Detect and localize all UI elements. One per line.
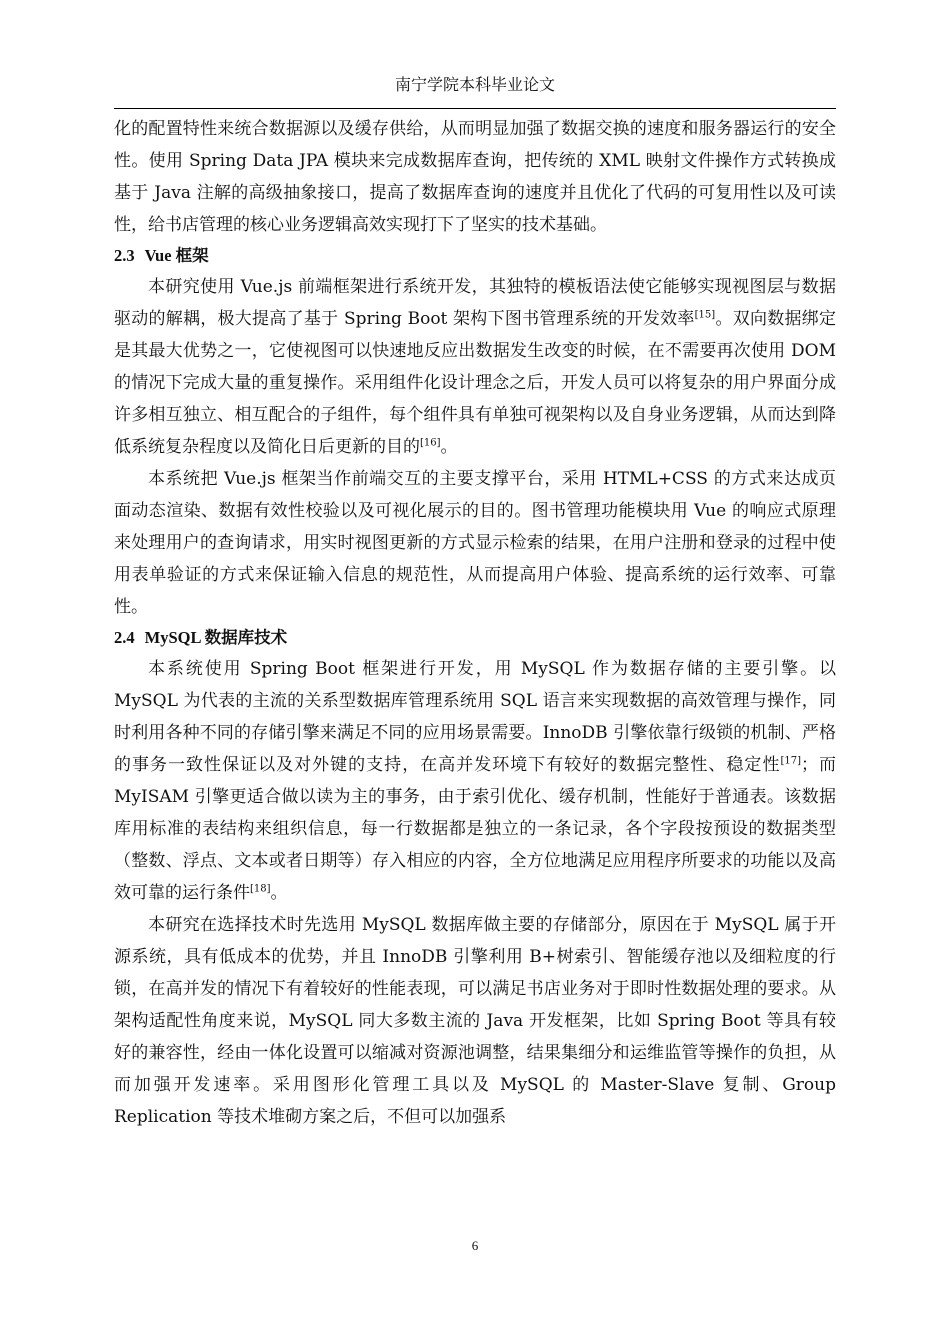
paragraph-text: 本研究使用 Vue.js 前端框架进行系统开发，其独特的模板语法使它能够实现视图层与数据驱动的解耦，极大提高了基于 Spring Boot 架构下图书管理系统的开发效率 [114, 277, 836, 329]
section-title: MySQL 数据库技术 [144, 628, 288, 647]
paragraph-text: 本系统使用 Spring Boot 框架进行开发，用 MySQL 作为数据存储的主要引擎。以 MySQL 为代表的主流的关系型数据库管理系统用 SQL 语言来实现数据的高效管理与操作，同时利用各种不同的存储引擎来满足不同的应用场景需要。InnoDB 引擎依靠行级锁的机制、严格的事务一致性保证以及对外键的支持，在高并发环境下有较好的数据完整性、稳定性 [114, 659, 836, 775]
paragraph-vue-intro [114, 271, 836, 463]
paragraph-text: ；而 MyISAM 引擎更适合做以读为主的事务，由于索引优化、缓存机制，性能好于普通表。该数据库用标准的表结构来组织信息，每一行数据都是独立的一条记录，各个字段按预设的数据类型（整数、浮点、文本或者日期等）存入相应的内容，全方位地满足应用程序所要求的功能以及高效可靠的运行条件 [114, 755, 837, 903]
paragraph-text: 。 [440, 437, 458, 457]
paragraph-mysql-choice: 本研究在选择技术时先选用 MySQL 数据库做主要的存储部分，原因在于 MySQL 属于开源系统，具有低成本的优势，并且 InnoDB 引擎利用 B+树索引、智能缓存池以及细粒度的行锁，在高并发的情况下有着较好的性能表现，可以满足书店业务对于即时性数据处理的要求。从架构适配性角度来说，MySQL 同大多数主流的 Java 开发框架，比如 Spring Boot 等具有较好的兼容性，经由一体化设置可以缩减对资源池调整，结果集细分和运维监管等操作的负担，从而加强开发速率。采用图形化管理工具以及 MySQL 的 Master-Slave 复制、Group Replication 等技术堆砌方案之后，不但可以加强系 [114, 915, 836, 1127]
page-body [114, 113, 836, 1133]
paragraph-text: 。双向数据绑定是其最大优势之一，它使视图可以快速地反应出数据发生改变的时候，在不需要再次使用 DOM 的情况下完成大量的重复操作。采用组件化设计理念之后，开发人员可以将复杂的用户界面分成许多相互独立、相互配合的子组件，每个组件具有单独可视架构以及自身业务逻辑，从而达到降低系统复杂程度以及简化日后更新的目的 [114, 309, 836, 457]
page-number: 6 [471, 1238, 479, 1253]
section-heading-2-3 [114, 241, 836, 271]
section-number: 2.4 [114, 628, 135, 647]
citation: [15] [694, 309, 716, 321]
citation: [16] [420, 437, 441, 449]
paragraph-mysql-intro [114, 653, 836, 909]
header-rule [114, 108, 836, 109]
paragraph-continued: 化的配置特性来统合数据源以及缓存供给，从而明显加强了数据交换的速度和服务器运行的安全性。使用 Spring Data JPA 模块来完成数据库查询，把传统的 XML 映射文件操作方式转换成基于 Java 注解的高级抽象接口，提高了数据库查询的速度并且优化了代码的可复用性以及可读性，给书店管理的核心业务逻辑高效实现打下了坚实的技术基础。 [114, 119, 836, 235]
paragraph-vue-usage: 本系统把 Vue.js 框架当作前端交互的主要支撑平台，采用 HTML+CSS 的方式来达成页面动态渲染、数据有效性校验以及可视化展示的目的。图书管理功能模块用 Vue 的响应式原理来处理用户的查询请求，用实时视图更新的方式显示检索的结果，在用户注册和登录的过程中使用表单验证的方式来保证输入信息的规范性，从而提高用户体验、提高系统的运行效率、可靠性。 [114, 469, 836, 617]
running-header: 南宁学院本科毕业论文 [394, 75, 555, 94]
section-heading-2-4 [114, 623, 836, 653]
citation: [17] [780, 755, 801, 767]
paragraph-text: 。 [270, 883, 288, 903]
section-number: 2.3 [114, 246, 135, 265]
citation: [18] [250, 883, 271, 895]
section-title: Vue 框架 [144, 246, 209, 265]
